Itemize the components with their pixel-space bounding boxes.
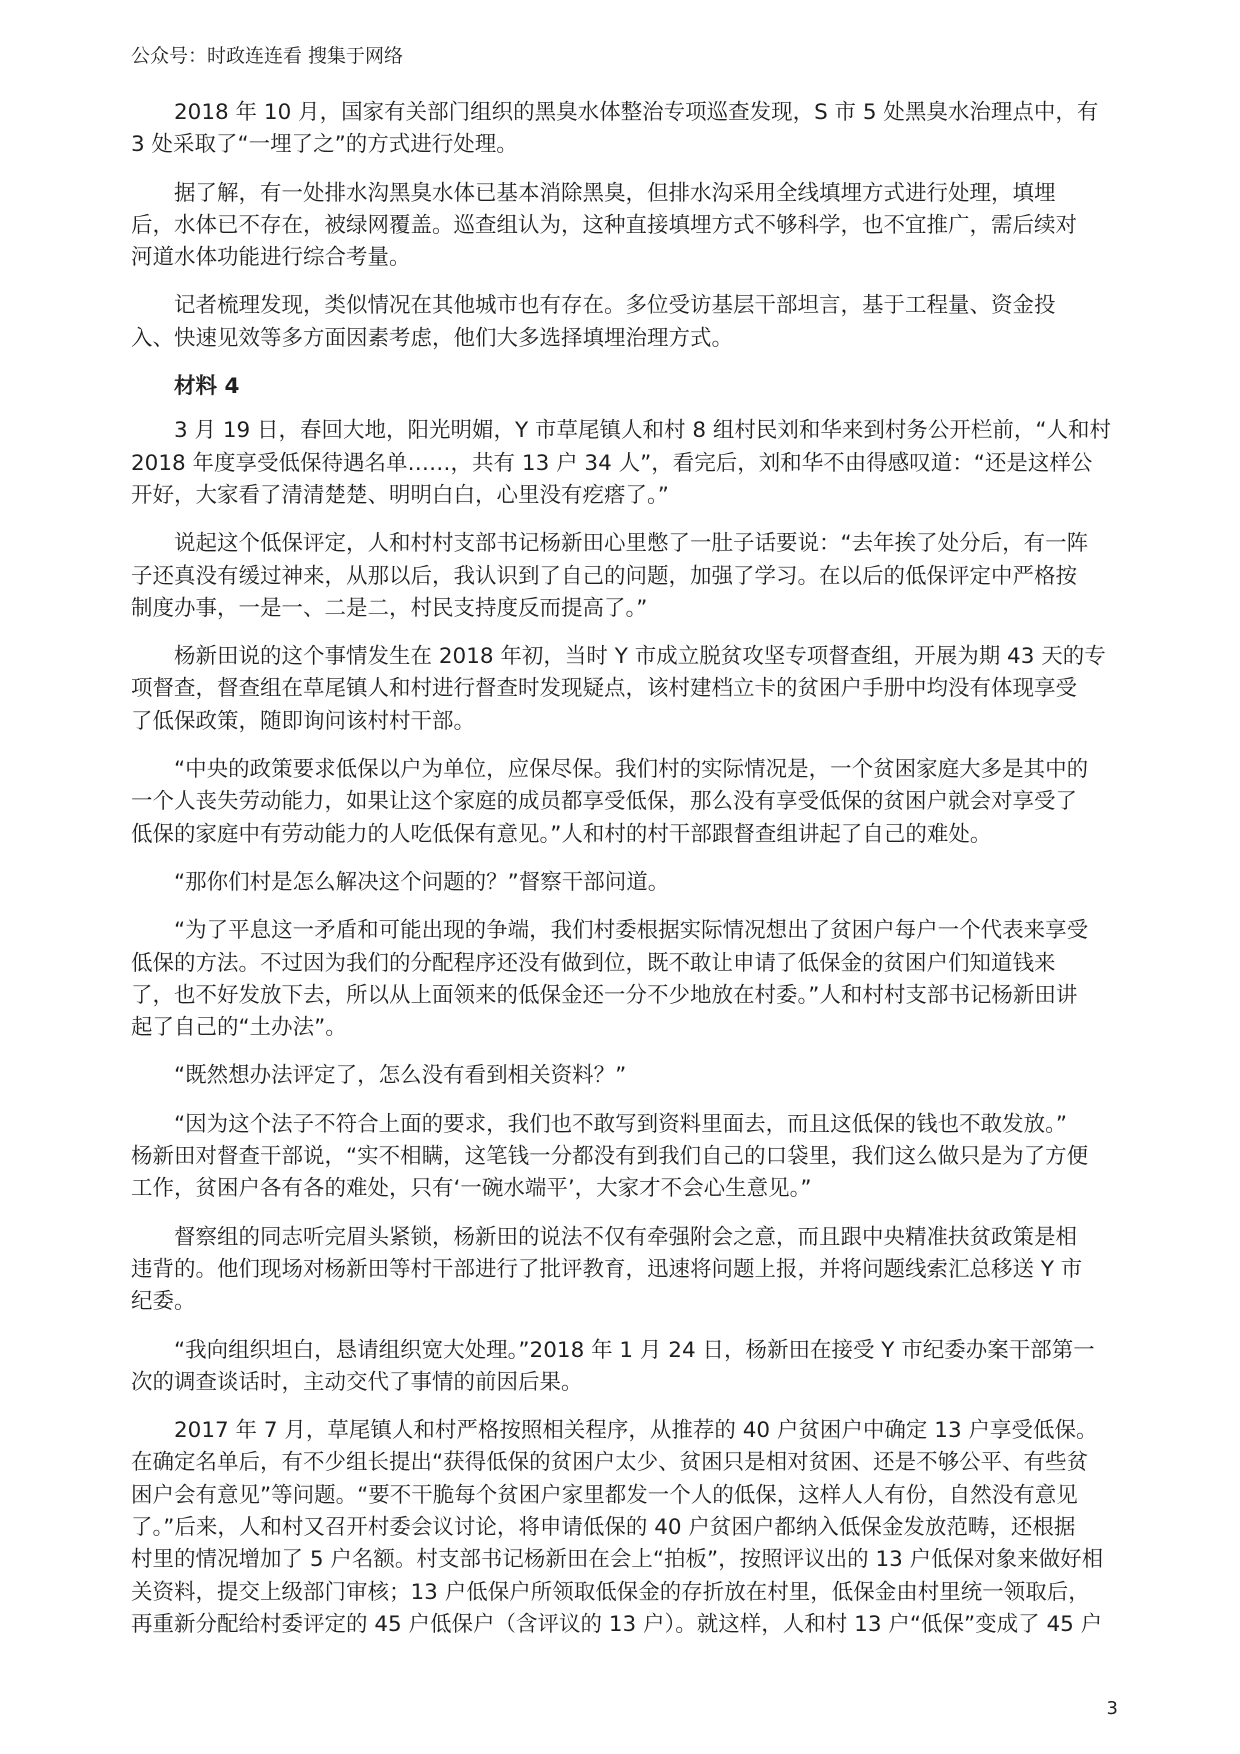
paragraph [131,290,1131,355]
paragraph [131,915,1131,1044]
text-line: 2018 年度享受低保待遇名单……，共有 13 户 34 人”，看完后，刘和华不由得感叹道：“还是这样公 [131,450,1093,476]
text-line: 了。”后来，人和村又召开村委会议讨论，将申请低保的 40 户贫困户都纳入低保金发放范畴，还根据 [131,1514,1076,1540]
document-body [131,97,1131,1657]
text-line: “因为这个法子不符合上面的要求，我们也不敢写到资料里面去，而且这低保的钱也不敢发放。” [174,1111,1068,1137]
text-line: 一个人丧失劳动能力，如果让这个家庭的成员都享受低保，那么没有享受低保的贫困户就会对享受了 [131,789,1078,815]
text-line: 2018 年 10 月，国家有关部门组织的黑臭水体整治专项巡查发现，S 市 5 处黑臭水治理点中，有 [174,100,1099,125]
text-line: 了，也不好发放下去，所以从上面领来的低保金还一分不少地放在村委。”人和村村支部书记杨新田讲 [131,982,1078,1008]
text-line: “中央的政策要求低保以户为单位，应保尽保。我们村的实际情况是，一个贫困家庭大多是其中的 [174,757,1089,783]
text-line: 工作，贫困户各有各的难处，只有‘一碗水端平’，大家才不会心生意见。” [131,1176,812,1202]
paragraph [131,178,1131,275]
paragraph [131,528,1131,625]
text-line: 村里的情况增加了 5 户名额。村支部书记杨新田在会上“拍板”，按照评议出的 13 户低保对象来做好相 [131,1547,1104,1573]
text-line: 说起这个低保评定，人和村村支部书记杨新田心里憋了一肚子话要说：“去年挨了处分后，有一阵 [174,531,1089,557]
text-line: 纪委。 [131,1289,196,1315]
text-line: “既然想办法评定了，怎么没有看到相关资料？” [174,1063,627,1089]
text-line: 杨新田说的这个事情发生在 2018 年初，当时 Y 市成立脱贫攻坚专项督查组，开展为期 43 天的专 [174,644,1106,670]
text-line: 项督查，督查组在草尾镇人和村进行督查时发现疑点，该村建档立卡的贫困户手册中均没有体现享受 [131,676,1078,702]
text-line: 子还真没有缓过神来，从那以后，我认识到了自己的问题，加强了学习。在以后的低保评定中严格按 [131,563,1078,589]
paragraph [131,1335,1131,1400]
text-line: 违背的。他们现场对杨新田等村干部进行了批评教育，迅速将问题上报，并将问题线索汇总移送 Y 市 [131,1256,1083,1282]
page-number: 3 [1106,1698,1118,1719]
section-heading [131,371,1131,403]
text-line: 河道水体功能进行综合考量。 [131,245,411,271]
text-line: “那你们村是怎么解决这个问题的？”督察干部问道。 [174,869,670,895]
paragraph [131,97,1131,162]
section-heading-text: 材料 4 [174,374,240,400]
paragraph [131,754,1131,851]
paragraph [131,1415,1131,1641]
text-line: 开好，大家看了清清楚楚、明明白白，心里没有疙瘩了。” [131,482,669,508]
text-line: 了低保政策，随即询问该村村干部。 [131,708,476,734]
text-line: 低保的方法。不过因为我们的分配程序还没有做到位，既不敢让申请了低保金的贫困户们知道钱来 [131,950,1056,976]
text-line: 3 月 19 日，春回大地，阳光明媚，Y 市草尾镇人和村 8 组村民刘和华来到村务公开栏前，“人和村 [174,418,1111,444]
paragraph [131,1109,1131,1206]
text-line: 3 处采取了“一埋了之”的方式进行处理。 [131,132,518,158]
text-line: “为了平息这一矛盾和可能出现的争端，我们村委根据实际情况想出了贫困户每户一个代表来享受 [174,918,1089,944]
paragraph [131,1060,1131,1092]
text-line: 困户会有意见”等问题。“要不干脆每个贫困户家里都发一个人的低保，这样人人有份，自然没有意见 [131,1482,1078,1508]
text-line: 再重新分配给村委评定的 45 户低保户（含评议的 13 户）。就这样，人和村 13 户“低保”变成了 45 户 [131,1611,1103,1637]
text-line: 据了解，有一处排水沟黑臭水体已基本消除黑臭，但排水沟采用全线填埋方式进行处理，填埋 [174,180,1056,206]
text-line: 制度办事，一是一、二是二，村民支持度反而提高了。” [131,595,648,621]
text-line: “我向组织坦白，恳请组织宽大处理。”2018 年 1 月 24 日，杨新田在接受 Y 市纪委办案干部第一 [174,1337,1095,1363]
text-line: 在确定名单后，有不少组长提出“获得低保的贫困户太少、贫困只是相对贫困、还是不够公平、有些贫 [131,1450,1089,1476]
text-line: 后，水体已不存在，被绿网覆盖。巡查组认为，这种直接填埋方式不够科学，也不宜推广，需后续对 [131,212,1078,238]
text-line: 起了自己的“土办法”。 [131,1015,347,1041]
text-line: 低保的家庭中有劳动能力的人吃低保有意见。”人和村的村干部跟督查组讲起了自己的难处。 [131,821,992,847]
paragraph [131,641,1131,738]
paragraph [131,415,1131,512]
text-line: 入、快速见效等多方面因素考虑，他们大多选择填埋治理方式。 [131,325,734,351]
text-line: 杨新田对督查干部说，“实不相瞒，这笔钱一分都没有到我们自己的口袋里，我们这么做只是为了方便 [131,1144,1089,1170]
text-line: 关资料，提交上级部门审核；13 户低保户所领取低保金的存折放在村里，低保金由村里统一领取后， [131,1579,1090,1605]
text-line: 2017 年 7 月，草尾镇人和村严格按照相关程序，从推荐的 40 户贫困户中确定 13 户享受低保。 [174,1418,1098,1444]
paragraph [131,867,1131,899]
paragraph [131,1222,1131,1319]
text-line: 记者梳理发现，类似情况在其他城市也有存在。多位受访基层干部坦言，基于工程量、资金投 [174,293,1056,319]
text-line: 次的调查谈话时，主动交代了事情的前因后果。 [131,1369,583,1395]
text-line: 督察组的同志听完眉头紧锁，杨新田的说法不仅有牵强附会之意，而且跟中央精准扶贫政策是相 [174,1224,1078,1250]
page-header: 公众号：时政连连看 搜集于网络 [131,45,404,67]
